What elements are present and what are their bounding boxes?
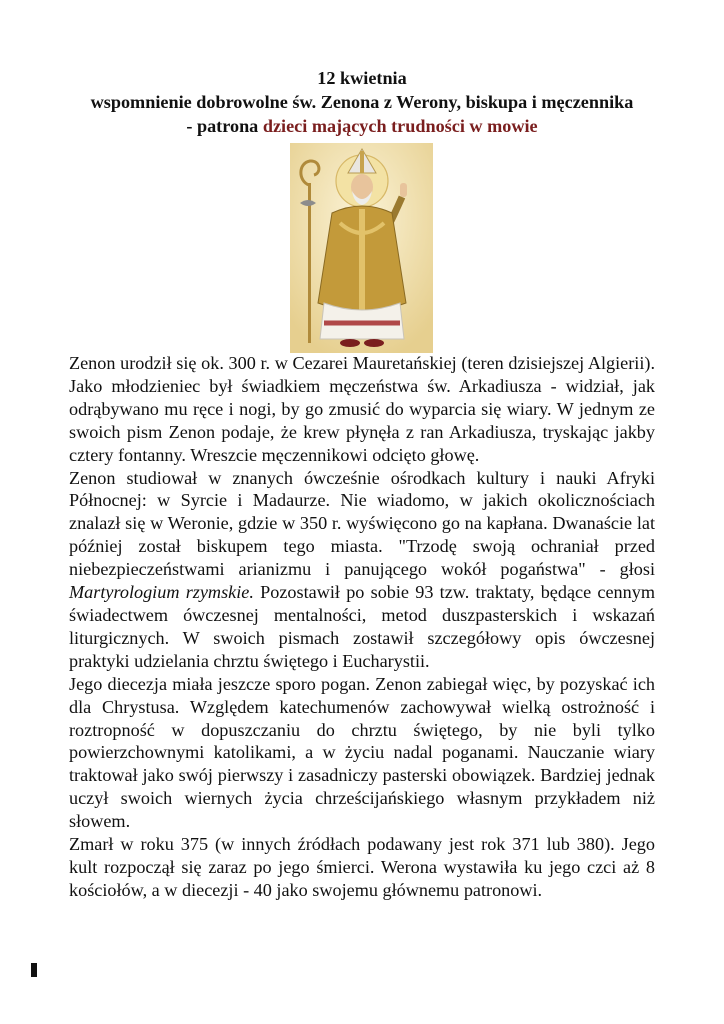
document-header [40,66,684,138]
patronage-highlight: dzieci mających trudności w mowie [262,116,538,136]
paragraph-diocese: Jego diecezja miała jeszcze sporo pogan. Zenon zabiegał więc, by pozyskać ich dla Chrystusa. Względem katechumenów zachowywał wielką ostrożność i roztropność w dopuszczaniu do chrztu świętego, by nie byli tylko powierzchownymi katolikami, a w życiu nadal poganami. Nauczanie wiary traktował jako swój pierwszy i zasadniczy pasterski obowiązek. Bardziej jednak uczył swoich wiernych życia chrześcijańskiego własnym przykładem niż słowem. [69,673,655,832]
feast-date: 12 kwietnia [317,68,407,88]
article-body [69,352,655,902]
paragraph-studies-text: Zenon studiował w znanych ówcześnie ośrodkach kultury i nauki Afryki Północnej: w Syrcie i Madaurze. Nie wiadomo, w jakich okolicznościach znalazł się w Weronie, gdzie w 350 r. wyświęcono go na kapłana. Dwanaście lat później został biskupem tego miasta. "Trzodę swoją ochraniał przed niebezpieczeństwami arianizmu i panującego wokół pogaństwa" - głosi [69,467,655,580]
patronage-line [40,114,684,138]
patronage-prefix: - patrona [186,116,263,136]
martyrology-title: Martyrologium rzymskie. [69,582,254,603]
feast-title: wspomnienie dobrowolne św. Zenona z Werony, biskupa i męczennika [90,92,634,112]
saint-zeno-bishop-icon [290,143,433,353]
page-marker [31,963,37,977]
paragraph-studies [69,467,655,673]
paragraph-studies-text-end: Pozostawił po sobie 93 tzw. traktaty, będące cennym świadectwem ówczesnej mentalności, metod duszpasterskich i wskazań liturgicznych. W swoich pismach zostawił szczegółowy opis ówczesnej praktyki udzielania chrztu świętego i Eucharystii. [69,582,655,671]
paragraph-birth: Zenon urodził się ok. 300 r. w Cezarei Mauretańskiej (teren dzisiejszej Algierii). Jako młodzieniec był świadkiem męczeństwa św. Arkadiusza - widział, jak odrąbywano mu ręce i nogi, by go zmusić do wyparcia się wiary. W jednym ze swoich pism Zenon podaje, że krew płynęła z ran Arkadiusza, tryskając jakby cztery fontanny. Wreszcie męczennikowi odcięto głowę. [69,353,655,465]
saint-zeno-illustration [290,143,433,353]
paragraph-death: Zmarł w roku 375 (w innych źródłach podawany jest rok 371 lub 380). Jego kult rozpoczął się zaraz po jego śmierci. Werona wystawiła ku jego czci aż 8 kościołów, a w diecezji - 40 jako swojemu głównemu patronowi. [69,834,655,900]
